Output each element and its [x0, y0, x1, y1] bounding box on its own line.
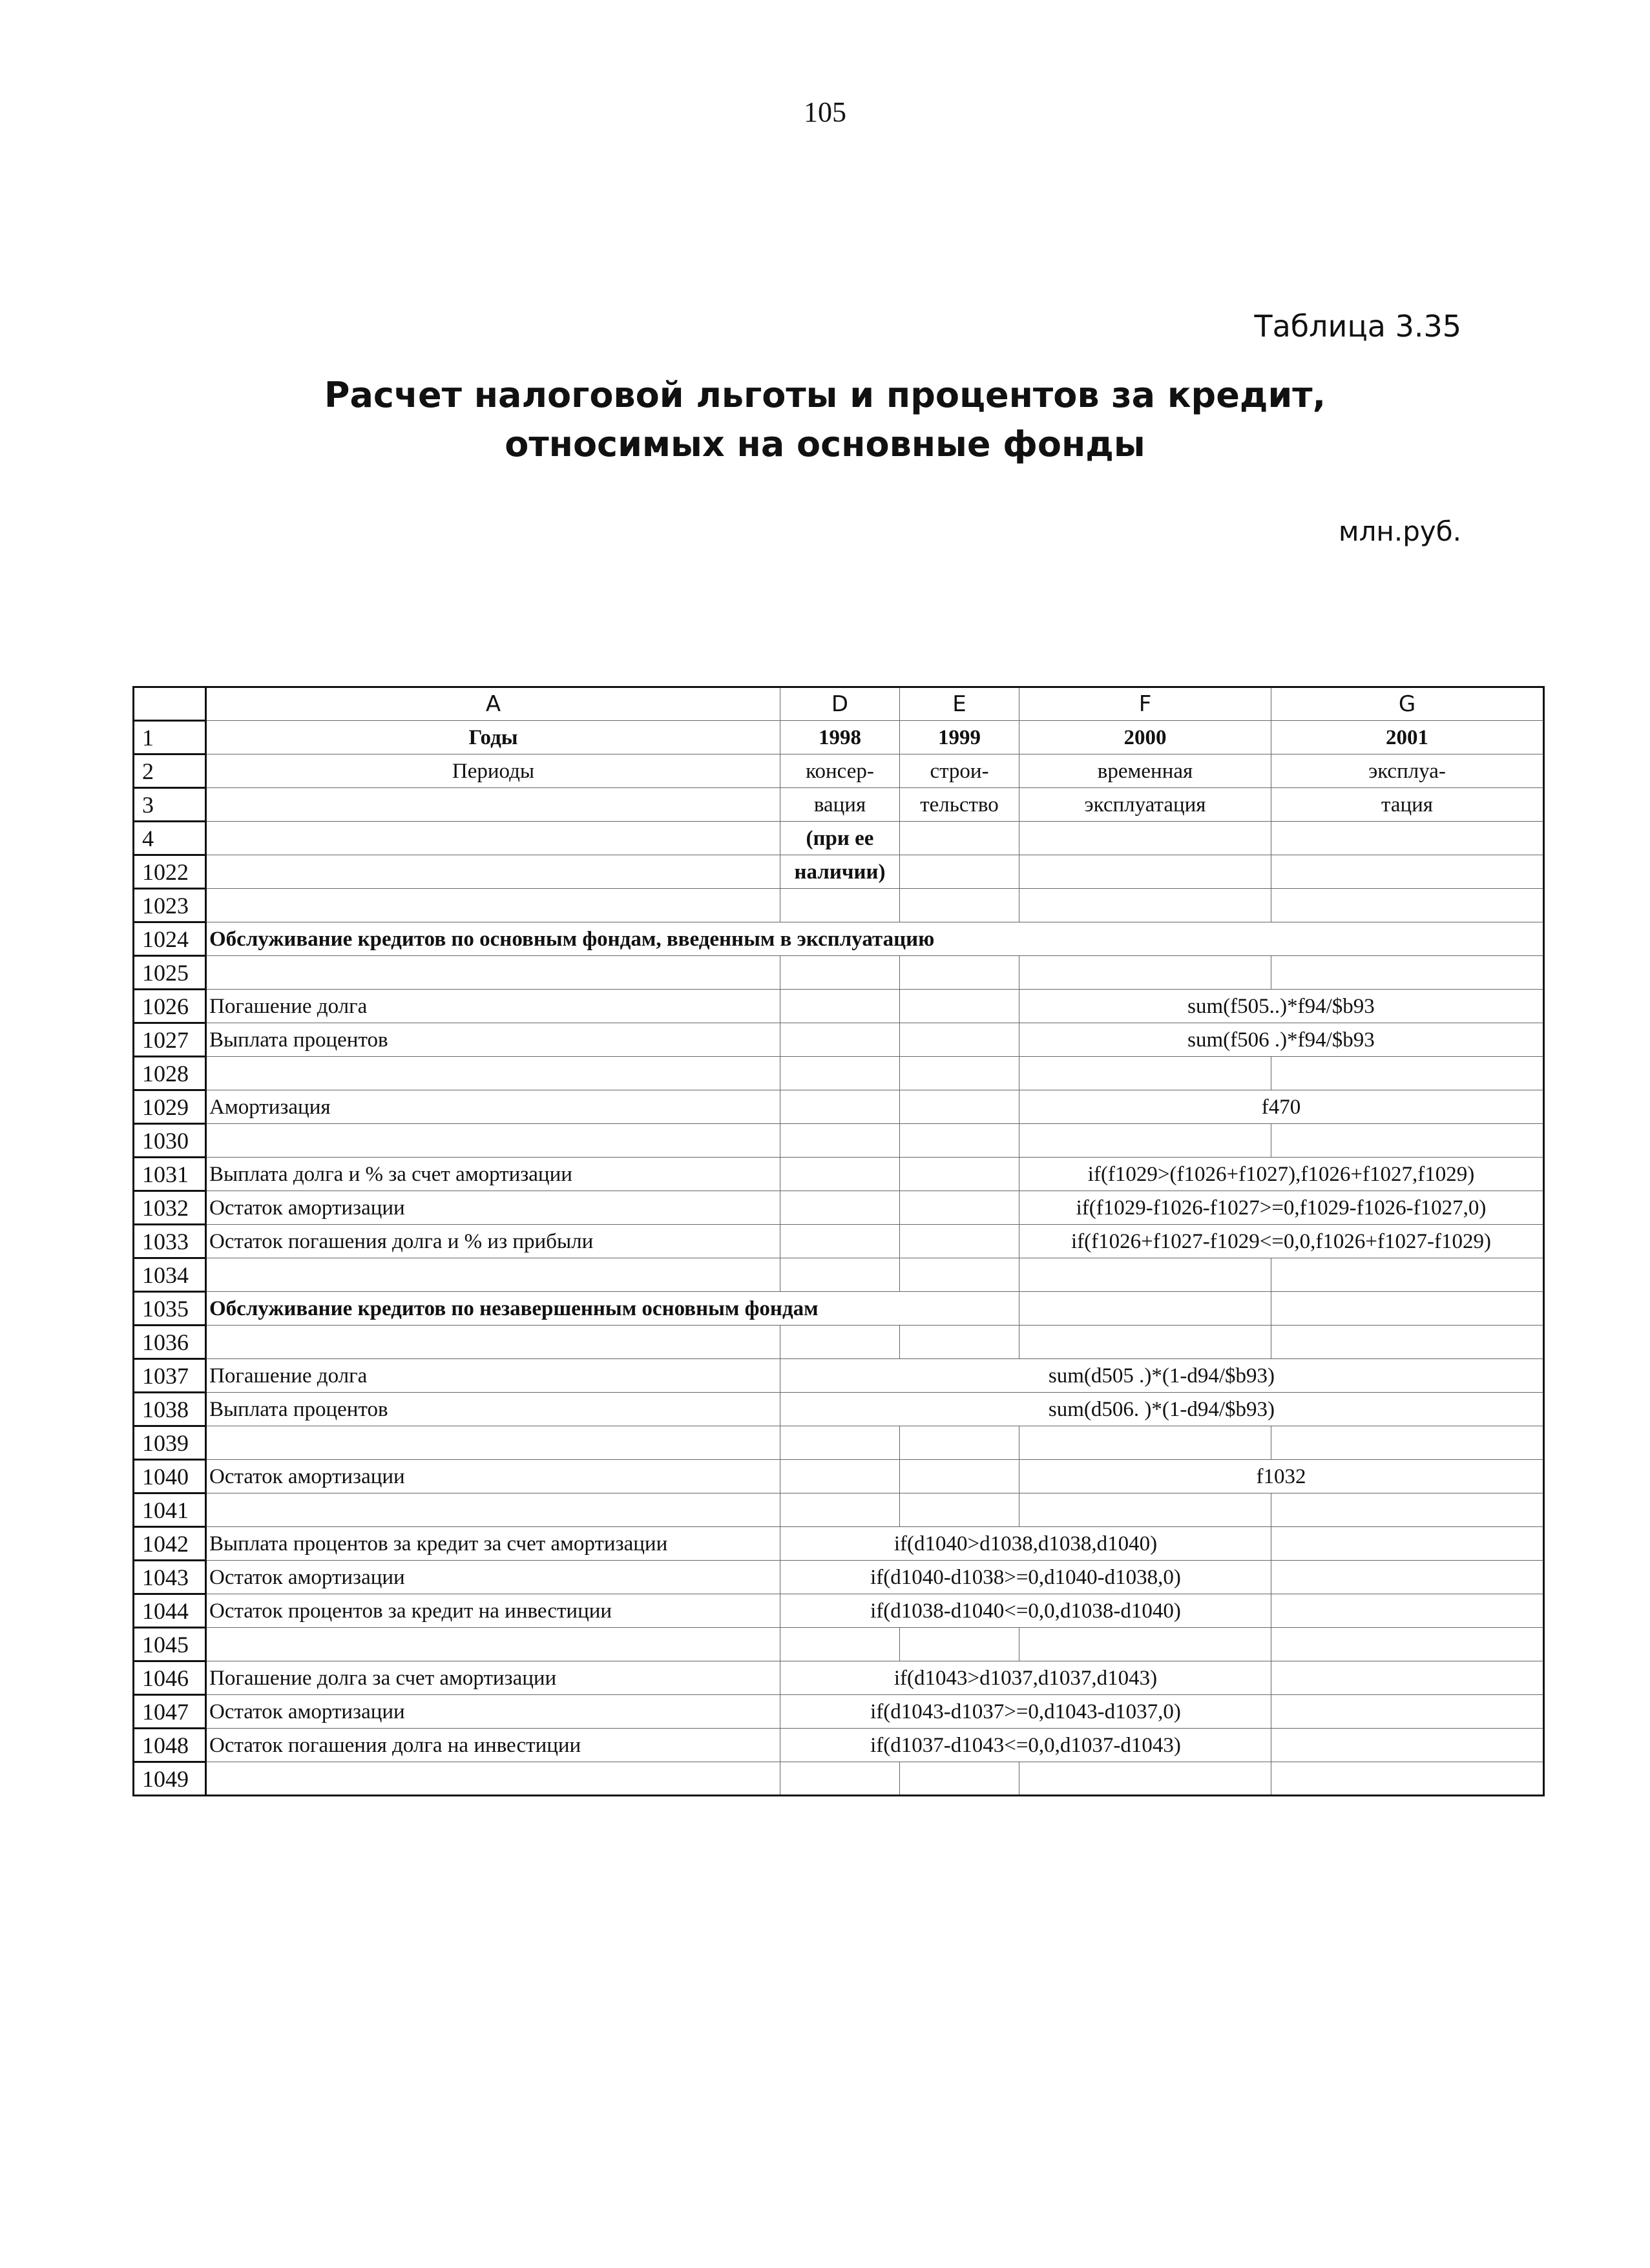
row-number[interactable]: 1030 — [134, 1124, 206, 1158]
row-number[interactable]: 3 — [134, 788, 206, 822]
row-number[interactable]: 1046 — [134, 1661, 206, 1695]
table-row — [134, 922, 1544, 956]
cell[interactable] — [1271, 1729, 1544, 1762]
cell[interactable] — [1271, 889, 1544, 922]
cell[interactable] — [1019, 855, 1271, 889]
formula-cell[interactable]: sum(d506. )*(1-d94/$b93) — [780, 1393, 1544, 1426]
table-row — [134, 889, 1544, 922]
table-row — [134, 1393, 1544, 1426]
cell[interactable] — [206, 1057, 780, 1090]
row-number[interactable]: 1033 — [134, 1225, 206, 1258]
cell[interactable] — [900, 1258, 1019, 1292]
formula-cell[interactable]: f470 — [1019, 1090, 1544, 1124]
cell[interactable] — [206, 1426, 780, 1460]
row-label[interactable]: Остаток амортизации — [206, 1191, 780, 1225]
table-row — [134, 1426, 1544, 1460]
cell[interactable] — [780, 1426, 900, 1460]
column-header-a[interactable]: A — [206, 687, 780, 721]
cell[interactable] — [1019, 956, 1271, 990]
cell[interactable] — [900, 822, 1019, 855]
row-label[interactable]: Амортизация — [206, 1090, 780, 1124]
row-number[interactable]: 1045 — [134, 1628, 206, 1661]
cell[interactable] — [900, 889, 1019, 922]
row-number[interactable]: 1037 — [134, 1359, 206, 1393]
cell[interactable] — [1271, 1292, 1544, 1326]
formula-cell[interactable]: if(d1040>d1038,d1038,d1040) — [780, 1527, 1271, 1561]
row-number[interactable]: 1044 — [134, 1594, 206, 1628]
cell[interactable] — [1271, 1628, 1544, 1661]
formula-cell[interactable]: f1032 — [1019, 1460, 1544, 1493]
table-row — [134, 1460, 1544, 1493]
table-row — [134, 1493, 1544, 1527]
cell[interactable] — [1019, 822, 1271, 855]
row-label[interactable]: Погашение долга — [206, 1359, 780, 1393]
formula-cell[interactable]: if(d1043-d1037>=0,d1043-d1037,0) — [780, 1695, 1271, 1729]
cell[interactable] — [900, 1023, 1019, 1057]
cell[interactable] — [900, 1191, 1019, 1225]
row-label[interactable]: Выплата процентов за кредит за счет амортизации — [206, 1527, 780, 1561]
page-number: 105 — [804, 96, 846, 128]
cell[interactable] — [900, 990, 1019, 1023]
table-row — [134, 1594, 1544, 1628]
cell[interactable] — [1271, 1326, 1544, 1359]
cell-period-g[interactable]: тация — [1271, 788, 1544, 822]
cell[interactable] — [780, 1090, 900, 1124]
cell[interactable] — [206, 822, 780, 855]
cell[interactable] — [1271, 1561, 1544, 1594]
table-row — [134, 1124, 1544, 1158]
row-label[interactable]: Остаток погашения долга и % из прибыли — [206, 1225, 780, 1258]
cell[interactable] — [780, 1191, 900, 1225]
table-row — [134, 788, 1544, 822]
cell-year-2000[interactable]: 2000 — [1019, 721, 1271, 754]
cell[interactable] — [780, 889, 900, 922]
cell[interactable] — [1271, 1493, 1544, 1527]
cell[interactable] — [900, 1225, 1019, 1258]
row-number[interactable]: 1028 — [134, 1057, 206, 1090]
row-label[interactable]: Выплата процентов — [206, 1023, 780, 1057]
cell-years-label[interactable]: Годы — [206, 721, 780, 754]
column-header-row — [134, 687, 1544, 721]
cell[interactable] — [206, 1258, 780, 1292]
row-number[interactable]: 1026 — [134, 990, 206, 1023]
section-heading[interactable]: Обслуживание кредитов по незавершенным основным фондам — [206, 1292, 1019, 1326]
table-row — [134, 1628, 1544, 1661]
formula-cell[interactable]: if(f1029>(f1026+f1027),f1026+f1027,f1029) — [1019, 1158, 1544, 1191]
cell[interactable] — [1271, 1594, 1544, 1628]
page-title — [0, 371, 1650, 469]
title-line-1: Расчет налоговой льготы и процентов за кредит, — [324, 375, 1326, 415]
row-number[interactable]: 1042 — [134, 1527, 206, 1561]
row-number[interactable]: 1034 — [134, 1258, 206, 1292]
cell[interactable] — [206, 1762, 780, 1796]
table-row — [134, 1191, 1544, 1225]
row-number[interactable]: 1027 — [134, 1023, 206, 1057]
formula-cell[interactable]: sum(d505 .)*(1-d94/$b93) — [780, 1359, 1544, 1393]
formula-cell[interactable]: sum(f506 .)*f94/$b93 — [1019, 1023, 1544, 1057]
cell[interactable] — [206, 1124, 780, 1158]
cell[interactable] — [900, 1090, 1019, 1124]
cell-period-d[interactable]: наличии) — [780, 855, 900, 889]
cell[interactable] — [1019, 1426, 1271, 1460]
cell-period-e[interactable]: тельство — [900, 788, 1019, 822]
row-label[interactable]: Остаток процентов за кредит на инвестиции — [206, 1594, 780, 1628]
row-label[interactable]: Погашение долга — [206, 990, 780, 1023]
table-row — [134, 990, 1544, 1023]
table-row — [134, 855, 1544, 889]
table-row — [134, 1729, 1544, 1762]
table-row — [134, 1090, 1544, 1124]
row-number[interactable]: 4 — [134, 822, 206, 855]
table-row — [134, 956, 1544, 990]
table-label: Таблица 3.35 — [1254, 309, 1461, 344]
cell[interactable] — [1271, 1124, 1544, 1158]
cell[interactable] — [1271, 956, 1544, 990]
cell[interactable] — [206, 889, 780, 922]
cell-period-g[interactable]: эксплуа- — [1271, 754, 1544, 788]
cell-year-1998[interactable]: 1998 — [780, 721, 900, 754]
formula-cell[interactable]: if(d1043>d1037,d1037,d1043) — [780, 1661, 1271, 1695]
title-line-2: относимых на основные фонды — [505, 424, 1145, 464]
row-number[interactable]: 1032 — [134, 1191, 206, 1225]
section-heading[interactable]: Обслуживание кредитов по основным фондам, введенным в эксплуатацию — [206, 922, 1544, 956]
formula-cell[interactable]: sum(f505..)*f94/$b93 — [1019, 990, 1544, 1023]
cell[interactable] — [900, 1628, 1019, 1661]
row-number[interactable]: 1047 — [134, 1695, 206, 1729]
spreadsheet-table — [132, 686, 1545, 1796]
cell[interactable] — [206, 855, 780, 889]
cell[interactable] — [1271, 855, 1544, 889]
cell[interactable] — [900, 1460, 1019, 1493]
cell[interactable] — [780, 1225, 900, 1258]
cell[interactable] — [1271, 1661, 1544, 1695]
column-header-f[interactable]: F — [1019, 687, 1271, 721]
row-number[interactable]: 1025 — [134, 956, 206, 990]
cell[interactable] — [780, 1158, 900, 1191]
table-row — [134, 1023, 1544, 1057]
table-row — [134, 1695, 1544, 1729]
cell[interactable] — [206, 1326, 780, 1359]
row-number[interactable]: 1048 — [134, 1729, 206, 1762]
cell-period-f[interactable]: временная — [1019, 754, 1271, 788]
cell-period-d[interactable]: консер- — [780, 754, 900, 788]
cell[interactable] — [900, 1493, 1019, 1527]
cell[interactable] — [1019, 1057, 1271, 1090]
table-row — [134, 1359, 1544, 1393]
formula-cell[interactable]: if(d1037-d1043<=0,0,d1037-d1043) — [780, 1729, 1271, 1762]
column-header-e[interactable]: E — [900, 687, 1019, 721]
cell[interactable] — [900, 1124, 1019, 1158]
cell[interactable] — [1271, 1527, 1544, 1561]
row-number[interactable]: 1023 — [134, 889, 206, 922]
cell[interactable] — [1271, 1426, 1544, 1460]
cell[interactable] — [780, 990, 900, 1023]
cell[interactable] — [900, 1158, 1019, 1191]
cell[interactable] — [780, 1023, 900, 1057]
cell[interactable] — [206, 1628, 780, 1661]
cell-period-f[interactable]: эксплуатация — [1019, 788, 1271, 822]
table-row — [134, 754, 1544, 788]
column-header-d[interactable]: D — [780, 687, 900, 721]
cell[interactable] — [1271, 1258, 1544, 1292]
row-number[interactable]: 1039 — [134, 1426, 206, 1460]
cell[interactable] — [1271, 822, 1544, 855]
cell[interactable] — [1019, 1326, 1271, 1359]
formula-cell[interactable]: if(f1029-f1026-f1027>=0,f1029-f1026-f1027,0) — [1019, 1191, 1544, 1225]
column-header-g[interactable]: G — [1271, 687, 1544, 721]
cell[interactable] — [780, 1057, 900, 1090]
cell-periods-label[interactable]: Периоды — [206, 754, 780, 788]
table-row — [134, 1762, 1544, 1796]
row-label[interactable]: Остаток амортизации — [206, 1561, 780, 1594]
cell[interactable] — [900, 1326, 1019, 1359]
row-number[interactable]: 1029 — [134, 1090, 206, 1124]
formula-cell[interactable]: if(d1040-d1038>=0,d1040-d1038,0) — [780, 1561, 1271, 1594]
cell[interactable] — [780, 1326, 900, 1359]
row-number[interactable]: 1031 — [134, 1158, 206, 1191]
cell-year-2001[interactable]: 2001 — [1271, 721, 1544, 754]
row-number[interactable]: 1022 — [134, 855, 206, 889]
cell-period-e[interactable]: строи- — [900, 754, 1019, 788]
cell[interactable] — [206, 1493, 780, 1527]
cell[interactable] — [900, 855, 1019, 889]
row-label[interactable]: Остаток погашения долга на инвестиции — [206, 1729, 780, 1762]
formula-cell[interactable]: if(d1038-d1040<=0,0,d1038-d1040) — [780, 1594, 1271, 1628]
table-row — [134, 1258, 1544, 1292]
row-number[interactable]: 1038 — [134, 1393, 206, 1426]
cell[interactable] — [1019, 1292, 1271, 1326]
row-number[interactable]: 1040 — [134, 1460, 206, 1493]
row-label[interactable]: Остаток амортизации — [206, 1460, 780, 1493]
cell[interactable] — [1019, 1628, 1271, 1661]
row-number[interactable]: 1036 — [134, 1326, 206, 1359]
cell[interactable] — [900, 956, 1019, 990]
row-number[interactable]: 1035 — [134, 1292, 206, 1326]
cell[interactable] — [780, 1762, 900, 1796]
cell-year-1999[interactable]: 1999 — [900, 721, 1019, 754]
cell[interactable] — [780, 1460, 900, 1493]
cell[interactable] — [206, 788, 780, 822]
row-label[interactable]: Выплата процентов — [206, 1393, 780, 1426]
table-row — [134, 822, 1544, 855]
corner-cell[interactable] — [134, 687, 206, 721]
cell[interactable] — [1019, 889, 1271, 922]
row-number[interactable]: 2 — [134, 754, 206, 788]
units-label: млн.руб. — [1338, 515, 1461, 547]
row-number[interactable]: 1024 — [134, 922, 206, 956]
cell[interactable] — [1019, 1762, 1271, 1796]
cell[interactable] — [900, 1057, 1019, 1090]
row-number[interactable]: 1041 — [134, 1493, 206, 1527]
row-number[interactable]: 1043 — [134, 1561, 206, 1594]
cell[interactable] — [1271, 1695, 1544, 1729]
table-row — [134, 1057, 1544, 1090]
cell[interactable] — [900, 1762, 1019, 1796]
row-number[interactable]: 1 — [134, 721, 206, 754]
row-number[interactable]: 1049 — [134, 1762, 206, 1796]
cell[interactable] — [1271, 1762, 1544, 1796]
table-row — [134, 1661, 1544, 1695]
cell[interactable] — [900, 1426, 1019, 1460]
cell[interactable] — [1019, 1493, 1271, 1527]
row-label[interactable]: Погашение долга за счет амортизации — [206, 1661, 780, 1695]
cell[interactable] — [1271, 1057, 1544, 1090]
cell[interactable] — [206, 956, 780, 990]
table-row — [134, 1561, 1544, 1594]
cell[interactable] — [780, 1124, 900, 1158]
table-row — [134, 1292, 1544, 1326]
cell[interactable] — [1019, 1258, 1271, 1292]
table-row — [134, 721, 1544, 754]
table-row — [134, 1326, 1544, 1359]
cell-period-d[interactable]: вация — [780, 788, 900, 822]
cell[interactable] — [780, 1493, 900, 1527]
cell-period-d[interactable]: (при ее — [780, 822, 900, 855]
table-row — [134, 1158, 1544, 1191]
table-row — [134, 1225, 1544, 1258]
formula-cell[interactable]: if(f1026+f1027-f1029<=0,0,f1026+f1027-f1029) — [1019, 1225, 1544, 1258]
row-label[interactable]: Выплата долга и % за счет амортизации — [206, 1158, 780, 1191]
row-label[interactable]: Остаток амортизации — [206, 1695, 780, 1729]
cell[interactable] — [780, 1628, 900, 1661]
cell[interactable] — [780, 956, 900, 990]
table-row — [134, 1527, 1544, 1561]
cell[interactable] — [780, 1258, 900, 1292]
cell[interactable] — [1019, 1124, 1271, 1158]
